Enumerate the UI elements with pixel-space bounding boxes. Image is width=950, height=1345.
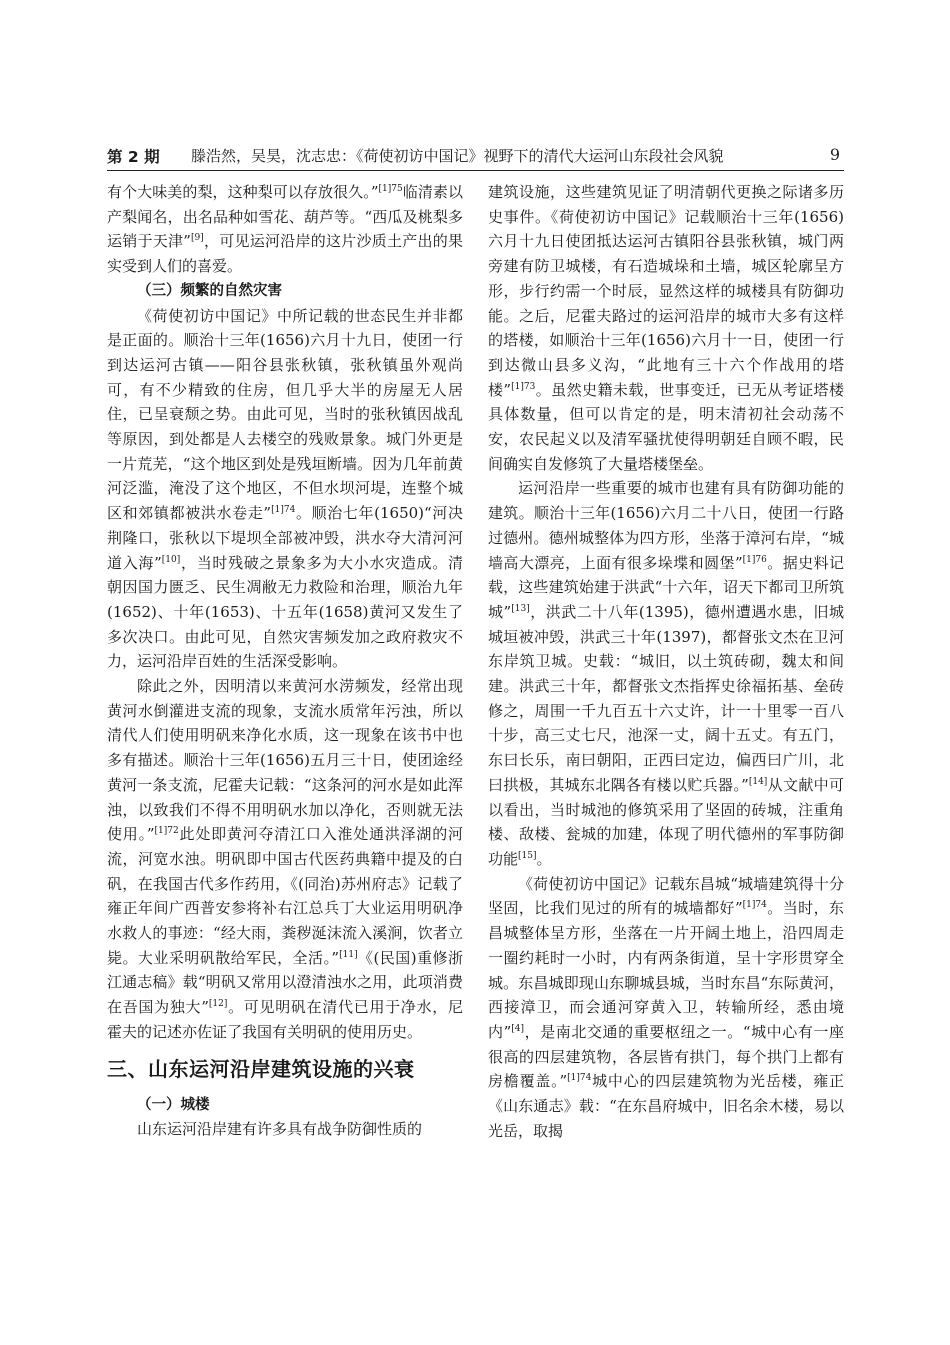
text-run: 。顺治七年(1650)“河决荆隆口，张秋以下堤坝全部被冲毁，洪水夺大清河河道入海” — [107, 504, 463, 572]
text-run: 城中心的四层建筑物为光岳楼，雍正《山东通志》载：“在东昌府城中，旧名余木楼，易以光岳，取揭 — [488, 1072, 844, 1140]
subsection-heading-disaster: （三）频繁的自然灾害 — [137, 282, 282, 299]
text-run: 。 — [536, 849, 552, 868]
paragraph — [488, 872, 844, 1144]
text-run: 建筑设施，这些建筑见证了明清朝代更换之际诸多历史事件。《荷使初访中国记》记载顺治十三年(1656)六月十九日使团抵达运河古镇阳谷县张秋镇，城门两旁建有防卫城楼，有石造城垛和土墙，城区轮廓呈方形，步行约需一个时辰，显然这样的城楼具有防御功能。之后，尼霍夫路过的运河沿岸的城市大多有这样的塔楼，如顺治十三年(1656)六月十一日，使团一行到达微山县多义沟，“此地有三十六个作战用的塔楼” — [488, 183, 844, 399]
citation: [10] — [161, 554, 181, 565]
citation: [1]74 — [567, 1073, 592, 1084]
text-run: 。据史料记载，这些建筑始建于洪武“十六年，诏天下都司卫所筑城” — [488, 553, 844, 621]
right-column — [488, 180, 844, 1143]
text-run: ，可见运河沿岸的这片沙质土产出的果实受到人们的喜爱。 — [107, 232, 463, 276]
citation: [9] — [190, 233, 204, 244]
citation: [1]72 — [154, 826, 179, 837]
citation: [1]74 — [742, 900, 767, 911]
paragraph — [107, 180, 463, 279]
text-run: 此处即黄河夺清江口入淮处通洪泽湖的河流，河宽水浊。明矾即中国古代医药典籍中提及的白矾，在我国古代多作药用，《(同治)苏州府志》记载了雍正年间广西普安参将补右江总兵丁大业运用明矾净水救人的事迹：“经大雨，粪秽涎沫流入溪涧，饮者立毙。大业采明矾散给军民，全活。” — [107, 825, 463, 967]
text-run: 。虽然史籍未载，世事变迁，已无从考证塔楼具体数量，但可以肯定的是，明末清初社会动荡不安，农民起义以及清军骚扰使得明朝廷自顾不暇，民间确实自发修筑了大量塔楼堡垒。 — [488, 380, 844, 473]
citation: [15] — [518, 850, 537, 861]
paragraph — [488, 180, 844, 476]
paragraph — [107, 674, 463, 1045]
text-run: 。可见明矾在清代已用于净水，尼霍夫的记述亦佐证了我国有关明矾的使用历史。 — [107, 998, 463, 1041]
running-title: 滕浩然，吴昊，沈志忠：《荷使初访中国记》视野下的清代大运河山东段社会风貌 — [191, 147, 724, 165]
text-run: 《荷使初访中国记》记载东昌城“城墙建筑得十分坚固，比我们见过的所有的城墙都好” — [488, 874, 844, 918]
text-run: ，是南北交通的重要枢纽之一。“城中心有一座很高的四层建筑物，各层皆有拱门，每个拱门上都有房檐覆盖。” — [488, 1022, 845, 1091]
text-run: 从文献中可以看出，当时城池的修筑采用了坚固的砖城，注重角楼、敌楼、瓮城的加建，体现了明代德州的军事防御功能 — [488, 775, 844, 868]
citation: [4] — [511, 1023, 525, 1034]
paragraph: 山东运河沿岸建有许多具有战争防御性质的 — [137, 1120, 423, 1139]
text-run: ，洪武二十八年(1395)，德州遭遇水患，旧城城垣被冲毁，洪武三十年(1397)，都督张文杰在卫河东岸筑卫城。史载：“城旧，以土筑砖砌，魏太和间建。洪武三十年，都督张文杰指挥史徐福拓基、垒砖修之，周围一千九百五十六丈许，计一十里零一百八十步，高三丈七尺，池深一丈，阔十五丈。有五门，东曰长乐，南曰朝阳，正西曰定边，偏西曰广川，北曰拱极，其城东北隅各有楼以贮兵器。” — [488, 602, 844, 794]
text-run: 临清素以产梨闻名，出名品种如雪花、葫芦等。“西瓜及桃梨多运销于天津” — [107, 183, 463, 251]
running-header — [107, 136, 844, 171]
left-column — [107, 180, 463, 1142]
citation: [13] — [511, 603, 530, 614]
page-number: 9 — [829, 145, 840, 164]
text-run: 《(民国)重修浙江通志稿》载“明矾又常用以澄清浊水之用，此项消费在吾国为独大” — [107, 948, 463, 1017]
issue-number: 第 2 期 — [107, 148, 160, 166]
text-run: ，当时残破之景象多为大小水灾造成。清朝因国力匮乏、民生凋敝无力救险和治理，顺治九年(1652)、十年(1653)、十五年(1658)黄河又发生了多次决口。由此可见，自然灾害频发加之政府救灾不力，运河沿岸百姓的生活深受影响。 — [107, 553, 463, 671]
text-run: 运河沿岸一些重要的城市也建有具有防御功能的建筑。顺治十三年(1656)六月二十八日，使团一行路过德州。德州城整体为四方形，坐落于漳河右岸，“城墙高大漂亮，上面有很多垛堞和圆堡” — [488, 479, 844, 572]
subsection-heading-citywall: （一）城楼 — [137, 1096, 210, 1113]
section-heading: 三、山东运河沿岸建筑设施的兴衰 — [107, 1056, 415, 1081]
citation: [12] — [208, 999, 228, 1010]
paragraph — [488, 476, 844, 871]
citation: [1]75 — [378, 184, 403, 194]
text-run: 《荷使初访中国记》中所记载的世态民生并非都是正面的。顺治十三年(1656)六月十九日，使团一行到达运河古镇——阳谷县张秋镇，张秋镇虽外观尚可，有不少精致的住房，但几乎大半的房屋无人居住，已呈衰颓之势。由此可见，当时的张秋镇因战乱等原因，到处都是人去楼空的残败景象。城门外更是一片荒芜，“这个地区到处是残垣断墙。因为几年前黄河泛滥，淹没了这个地区，不但水坝河堤，连整个城区和郊镇都被洪水卷走” — [107, 306, 463, 523]
citation: [11] — [339, 949, 358, 960]
citation: [1]73 — [511, 381, 536, 392]
text-run: 有个大味美的梨，这种梨可以存放很久。” — [107, 183, 379, 201]
text-run: 除此之外，因明清以来黄河水涝频发，经常出现黄河水倒灌进支流的现象，支流水质常年污浊，所以清代人们使用明矾来净化水质，这一现象在该书中也多有描述。顺治十三年(1656)五月三十日，使团途经黄河一条支流，尼霍夫记载：“这条河的河水是如此浑浊，以致我们不得不用明矾水加以净化，否则就无法使用。” — [107, 677, 463, 844]
citation: [1]74 — [271, 505, 296, 516]
paragraph — [107, 304, 463, 675]
citation: [14] — [748, 776, 768, 787]
citation: [1]76 — [742, 554, 767, 565]
text-run: 。当时，东昌城整体呈方形，坐落在一片开阔土地上，沿四周走一圈约耗时一小时，内有两条街道，呈十字形贯穿全城。东昌城即现山东聊城县城，当时东昌“东际黄河，西接漳卫，而会通河穿黄入卫，转输所经，悉由境内” — [488, 899, 844, 1041]
